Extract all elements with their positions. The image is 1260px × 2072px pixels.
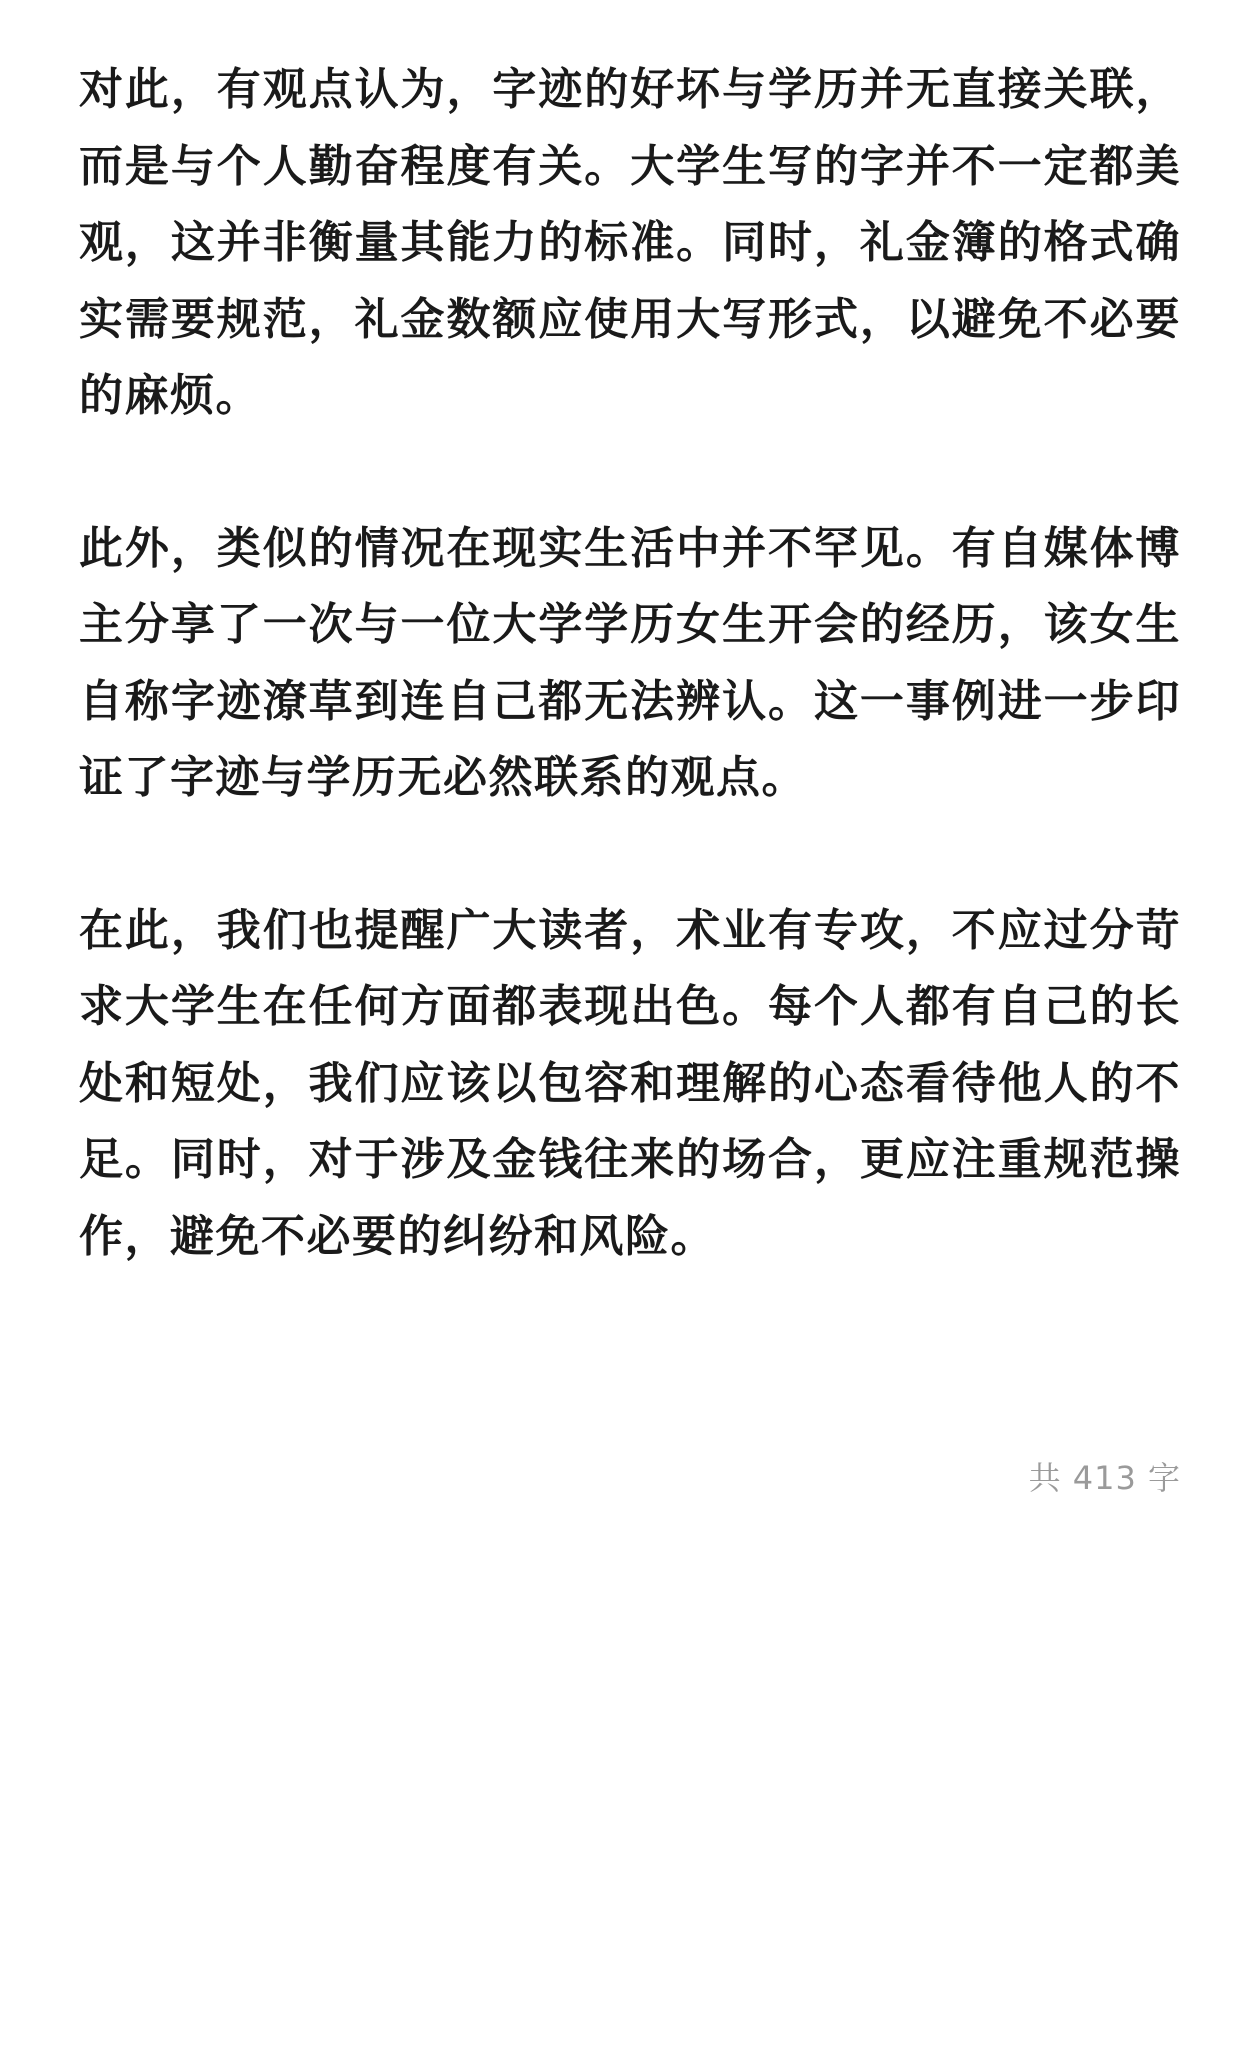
article-body [79,52,1181,1275]
article-paragraph-1: 对此，有观点认为，字迹的好坏与学历并无直接关联，而是与个人勤奋程度有关。大学生写的字并不一定都美观，这并非衡量其能力的标准。同时，礼金簿的格式确实需要规范，礼金数额应使用大写形式，以避免不必要的麻烦。 [79,64,1181,421]
word-count-label: 共 413 字 [1028,1459,1181,1497]
article-paragraph-3: 在此，我们也提醒广大读者，术业有专攻，不应过分苛求大学生在任何方面都表现出色。每个人都有自己的长处和短处，我们应该以包容和理解的心态看待他人的不足。同时，对于涉及金钱往来的场合，更应注重规范操作，避免不必要的纠纷和风险。 [79,904,1181,1262]
article-paragraph-2: 此外，类似的情况在现实生活中并不罕见。有自媒体博主分享了一次与一位大学学历女生开会的经历，该女生自称字迹潦草到连自己都无法辨认。这一事例进一步印证了字迹与学历无必然联系的观点。 [79,522,1181,803]
